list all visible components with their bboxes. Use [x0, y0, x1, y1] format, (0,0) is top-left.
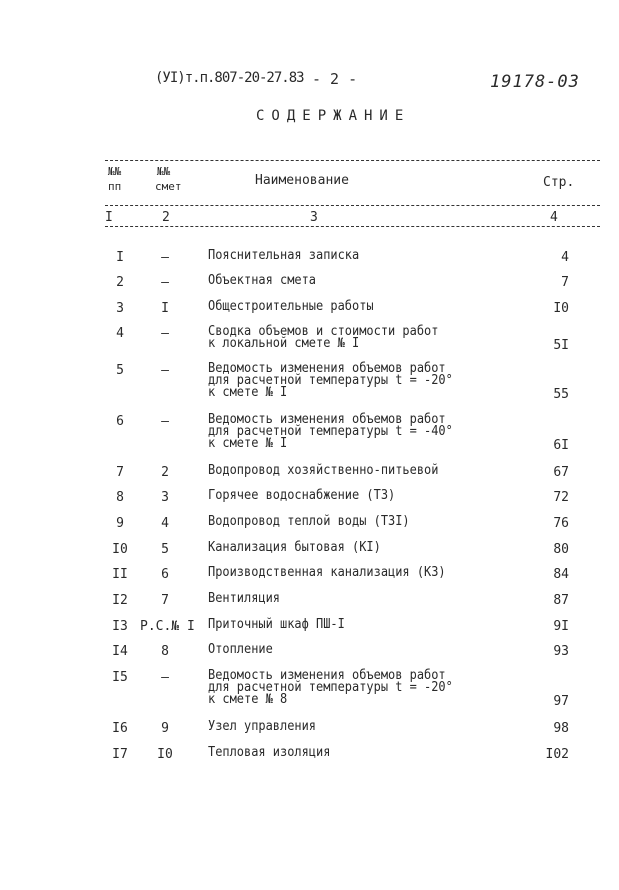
- index-rule: [105, 226, 600, 227]
- estimate-number: 5: [161, 542, 169, 557]
- estimate-number: 2: [161, 465, 169, 480]
- estimate-number: 6: [161, 567, 169, 582]
- row-number: 9: [116, 516, 124, 531]
- archive-stamp-number: 19178-03: [490, 72, 580, 92]
- estimate-number: –: [161, 275, 169, 290]
- estimate-number: 7: [161, 593, 169, 608]
- row-number: 4: [116, 326, 124, 341]
- page-number: 97: [553, 694, 569, 709]
- row-title: Вентиляция: [208, 591, 281, 606]
- row-number: I6: [112, 721, 128, 736]
- row-number: 2: [116, 275, 124, 290]
- row-number: I4: [112, 644, 128, 659]
- header-num-label-1: №№: [108, 165, 122, 178]
- row-title: Канализация бытовая (КI): [208, 540, 381, 555]
- estimate-number: –: [161, 250, 169, 265]
- row-title: Производственная канализация (К3): [208, 565, 446, 580]
- page-number: 98: [553, 721, 569, 736]
- row-number: II: [112, 567, 128, 582]
- header-est-label-2: смет: [155, 180, 182, 193]
- row-title: Тепловая изоляция: [208, 745, 331, 760]
- row-number: I5: [112, 670, 128, 685]
- estimate-number: I0: [157, 747, 173, 762]
- document-code: (УI)т.п.807-20-27.83: [155, 70, 304, 86]
- row-title: Отопление: [208, 642, 273, 657]
- row-title: Узел управления: [208, 719, 317, 734]
- page-title: СОДЕРЖАНИЕ: [256, 108, 411, 124]
- column-index-1: I: [105, 210, 113, 225]
- row-title: Водопровод хозяйственно-питьевой: [208, 463, 439, 478]
- row-number: I7: [112, 747, 128, 762]
- table-top-rule: [105, 160, 600, 161]
- row-number: 8: [116, 490, 124, 505]
- page-number: 87: [553, 593, 569, 608]
- row-title: Ведомость изменения объемов работ для расчетной температуры t = -40° к смете № I: [208, 412, 453, 451]
- page-number: 7: [561, 275, 569, 290]
- row-title: Водопровод теплой воды (Т3I): [208, 514, 410, 529]
- page-number: 93: [553, 644, 569, 659]
- row-title: Ведомость изменения объемов работ для расчетной температуры t = -20° к смете № I: [208, 361, 453, 400]
- page-number: 5I: [553, 338, 569, 353]
- row-title: Ведомость изменения объемов работ для расчетной температуры t = -20° к смете № 8: [208, 668, 453, 707]
- estimate-number: –: [161, 363, 169, 378]
- row-title: Горячее водоснабжение (Т3): [208, 488, 396, 503]
- estimate-number: –: [161, 670, 169, 685]
- page-number: 72: [553, 490, 569, 505]
- row-title: Пояснительная записка: [208, 248, 360, 263]
- row-title: Приточный шкаф ПШ-I: [208, 617, 345, 632]
- estimate-number: 4: [161, 516, 169, 531]
- row-number: 3: [116, 301, 124, 316]
- estimate-number: 3: [161, 490, 169, 505]
- estimate-number: I: [161, 301, 169, 316]
- estimate-number: –: [161, 414, 169, 429]
- estimate-number: 8: [161, 644, 169, 659]
- page-number: 67: [553, 465, 569, 480]
- page-number: 4: [561, 250, 569, 265]
- row-number: 5: [116, 363, 124, 378]
- row-title: Сводка объемов и стоимости работ к локальной смете № I: [208, 324, 439, 351]
- column-index-4: 4: [550, 210, 558, 225]
- page-number: 76: [553, 516, 569, 531]
- header-num-label-2: пп: [108, 180, 122, 193]
- row-number: I: [116, 250, 124, 265]
- row-number: I3: [112, 619, 128, 634]
- row-number: 6: [116, 414, 124, 429]
- page-number: 55: [553, 387, 569, 402]
- row-number: 7: [116, 465, 124, 480]
- estimate-number: Р.С.№ I: [140, 619, 195, 634]
- header-page: Стр.: [543, 175, 575, 190]
- page-marker: - 2 -: [312, 70, 358, 88]
- estimate-number: –: [161, 326, 169, 341]
- header-rule: [105, 205, 600, 206]
- page-number: 6I: [553, 438, 569, 453]
- header-name: Наименование: [255, 173, 349, 188]
- row-title: Общестроительные работы: [208, 299, 374, 314]
- row-number: I2: [112, 593, 128, 608]
- page-number: I0: [553, 301, 569, 316]
- header-est-label-1: №№: [157, 165, 171, 178]
- column-index-3: 3: [310, 210, 318, 225]
- column-index-2: 2: [162, 210, 170, 225]
- page-number: 80: [553, 542, 569, 557]
- page-number: 9I: [553, 619, 569, 634]
- row-title: Объектная смета: [208, 273, 317, 288]
- row-number: I0: [112, 542, 128, 557]
- page-number: 84: [553, 567, 569, 582]
- page-number: I02: [545, 747, 569, 762]
- estimate-number: 9: [161, 721, 169, 736]
